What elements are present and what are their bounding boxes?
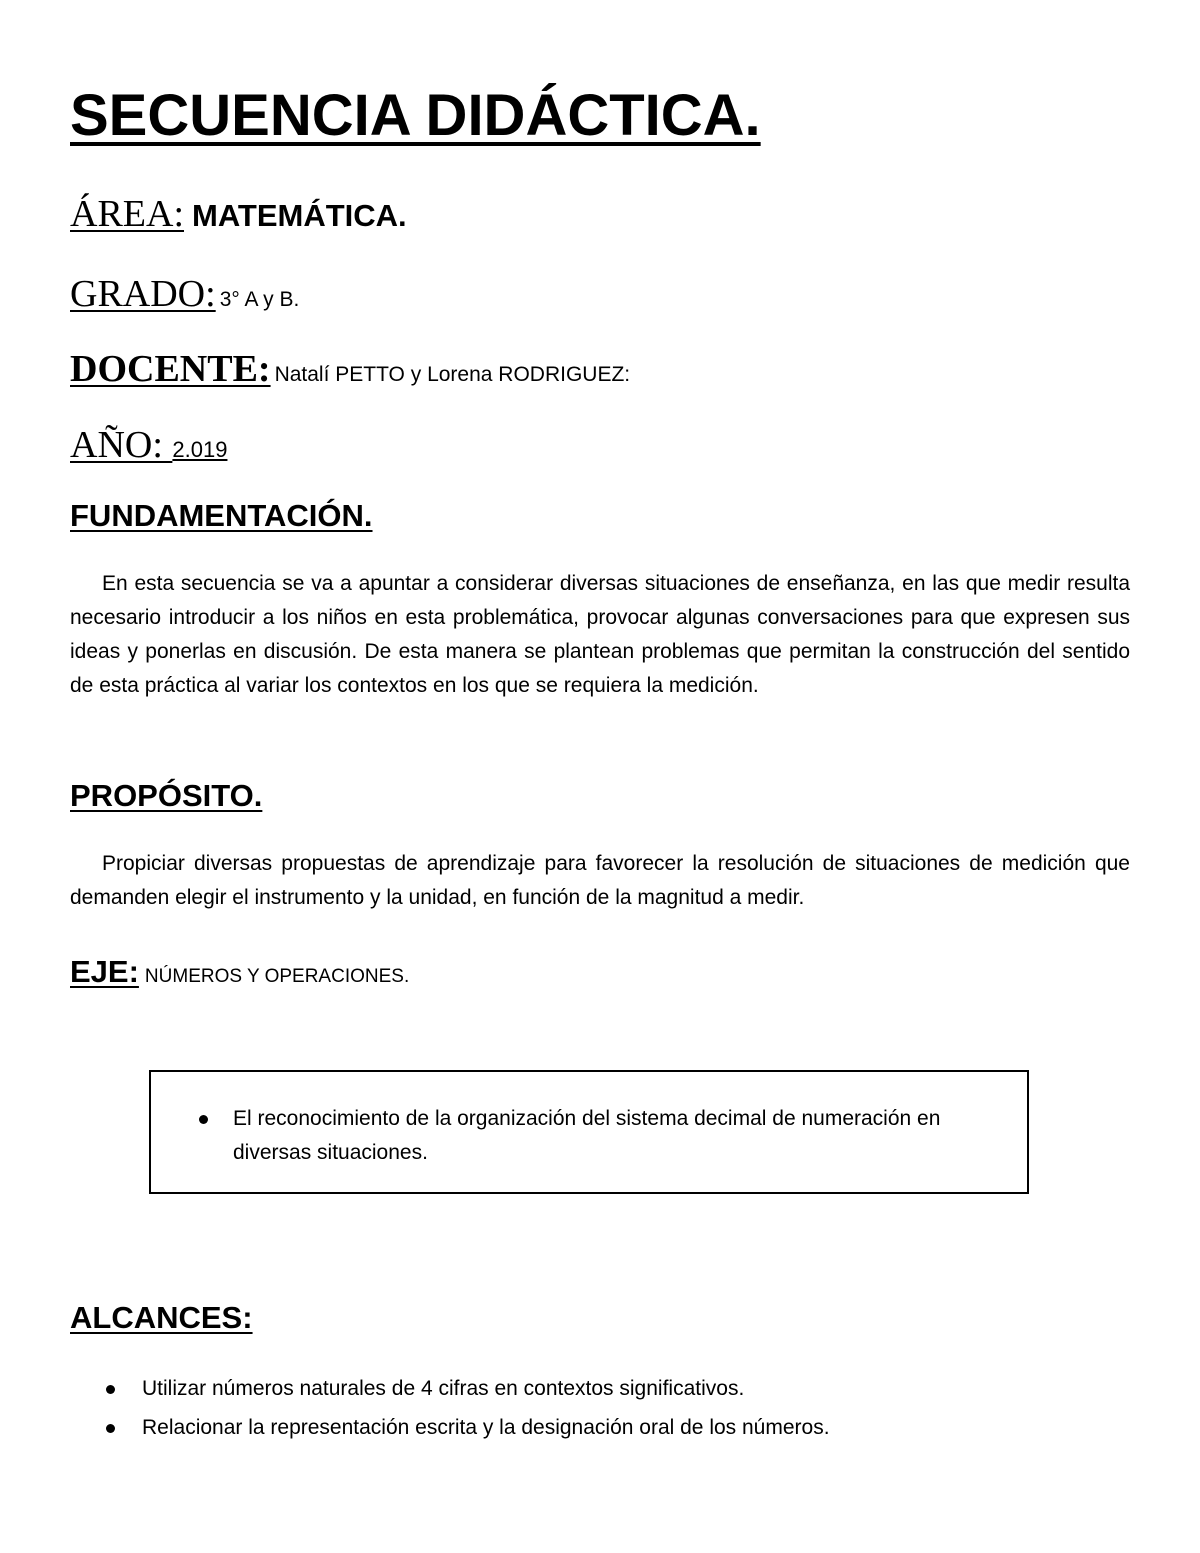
bullet-icon <box>199 1115 208 1124</box>
grado-value: 3° A y B. <box>219 288 300 311</box>
alcances-list-item <box>106 1372 744 1406</box>
proposito-heading: PROPÓSITO. <box>70 778 263 813</box>
eje-content-box <box>149 1070 1029 1194</box>
anio-label: AÑO: <box>70 424 173 466</box>
anio-field <box>70 423 227 467</box>
eje-field <box>70 954 409 990</box>
bullet-icon <box>106 1424 115 1433</box>
document-title: SECUENCIA DIDÁCTICA. <box>70 83 761 148</box>
eje-label: EJE: <box>70 954 139 989</box>
alcance-item-text: Utilizar números naturales de 4 cifras en contextos significativos. <box>142 1377 745 1400</box>
eje-box-item-text: El reconocimiento de la organización del sistema decimal de numeración en diversas situaciones. <box>233 1107 941 1164</box>
docente-value: Natalí PETTO y Lorena RODRIGUEZ: <box>274 363 631 386</box>
area-label: ÁREA: <box>70 193 184 235</box>
docente-field <box>70 347 630 391</box>
alcances-heading: ALCANCES: <box>70 1300 253 1335</box>
area-field <box>70 192 407 236</box>
bullet-icon <box>106 1385 115 1394</box>
grado-label: GRADO: <box>70 273 216 315</box>
grado-field <box>70 272 299 316</box>
area-value: MATEMÁTICA. <box>192 198 407 233</box>
eje-value: NÚMEROS Y OPERACIONES. <box>144 966 410 987</box>
proposito-text: Propiciar diversas propuestas de aprendizaje para favorecer la resolución de situaciones de medición que demanden elegir el instrumento y la unidad, en función de la magnitud a medir. <box>70 852 1130 909</box>
fundamentacion-heading: FUNDAMENTACIÓN. <box>70 498 373 533</box>
alcance-item-text: Relacionar la representación escrita y la designación oral de los números. <box>142 1416 830 1439</box>
docente-label: DOCENTE: <box>70 348 271 390</box>
fundamentacion-text: En esta secuencia se va a apuntar a considerar diversas situaciones de enseñanza, en las que medir resulta necesario introducir a los niños en esta problemática, provocar algunas conversaciones para que expresen sus ideas y ponerlas en discusión. De esta manera se plantean problemas que permitan la construcción del sentido de esta práctica al variar los contextos en los que se requiera la medición. <box>70 572 1130 697</box>
alcances-list-item <box>106 1411 830 1445</box>
eje-box-list-item <box>199 1102 953 1170</box>
anio-value: 2.019 <box>172 437 228 462</box>
